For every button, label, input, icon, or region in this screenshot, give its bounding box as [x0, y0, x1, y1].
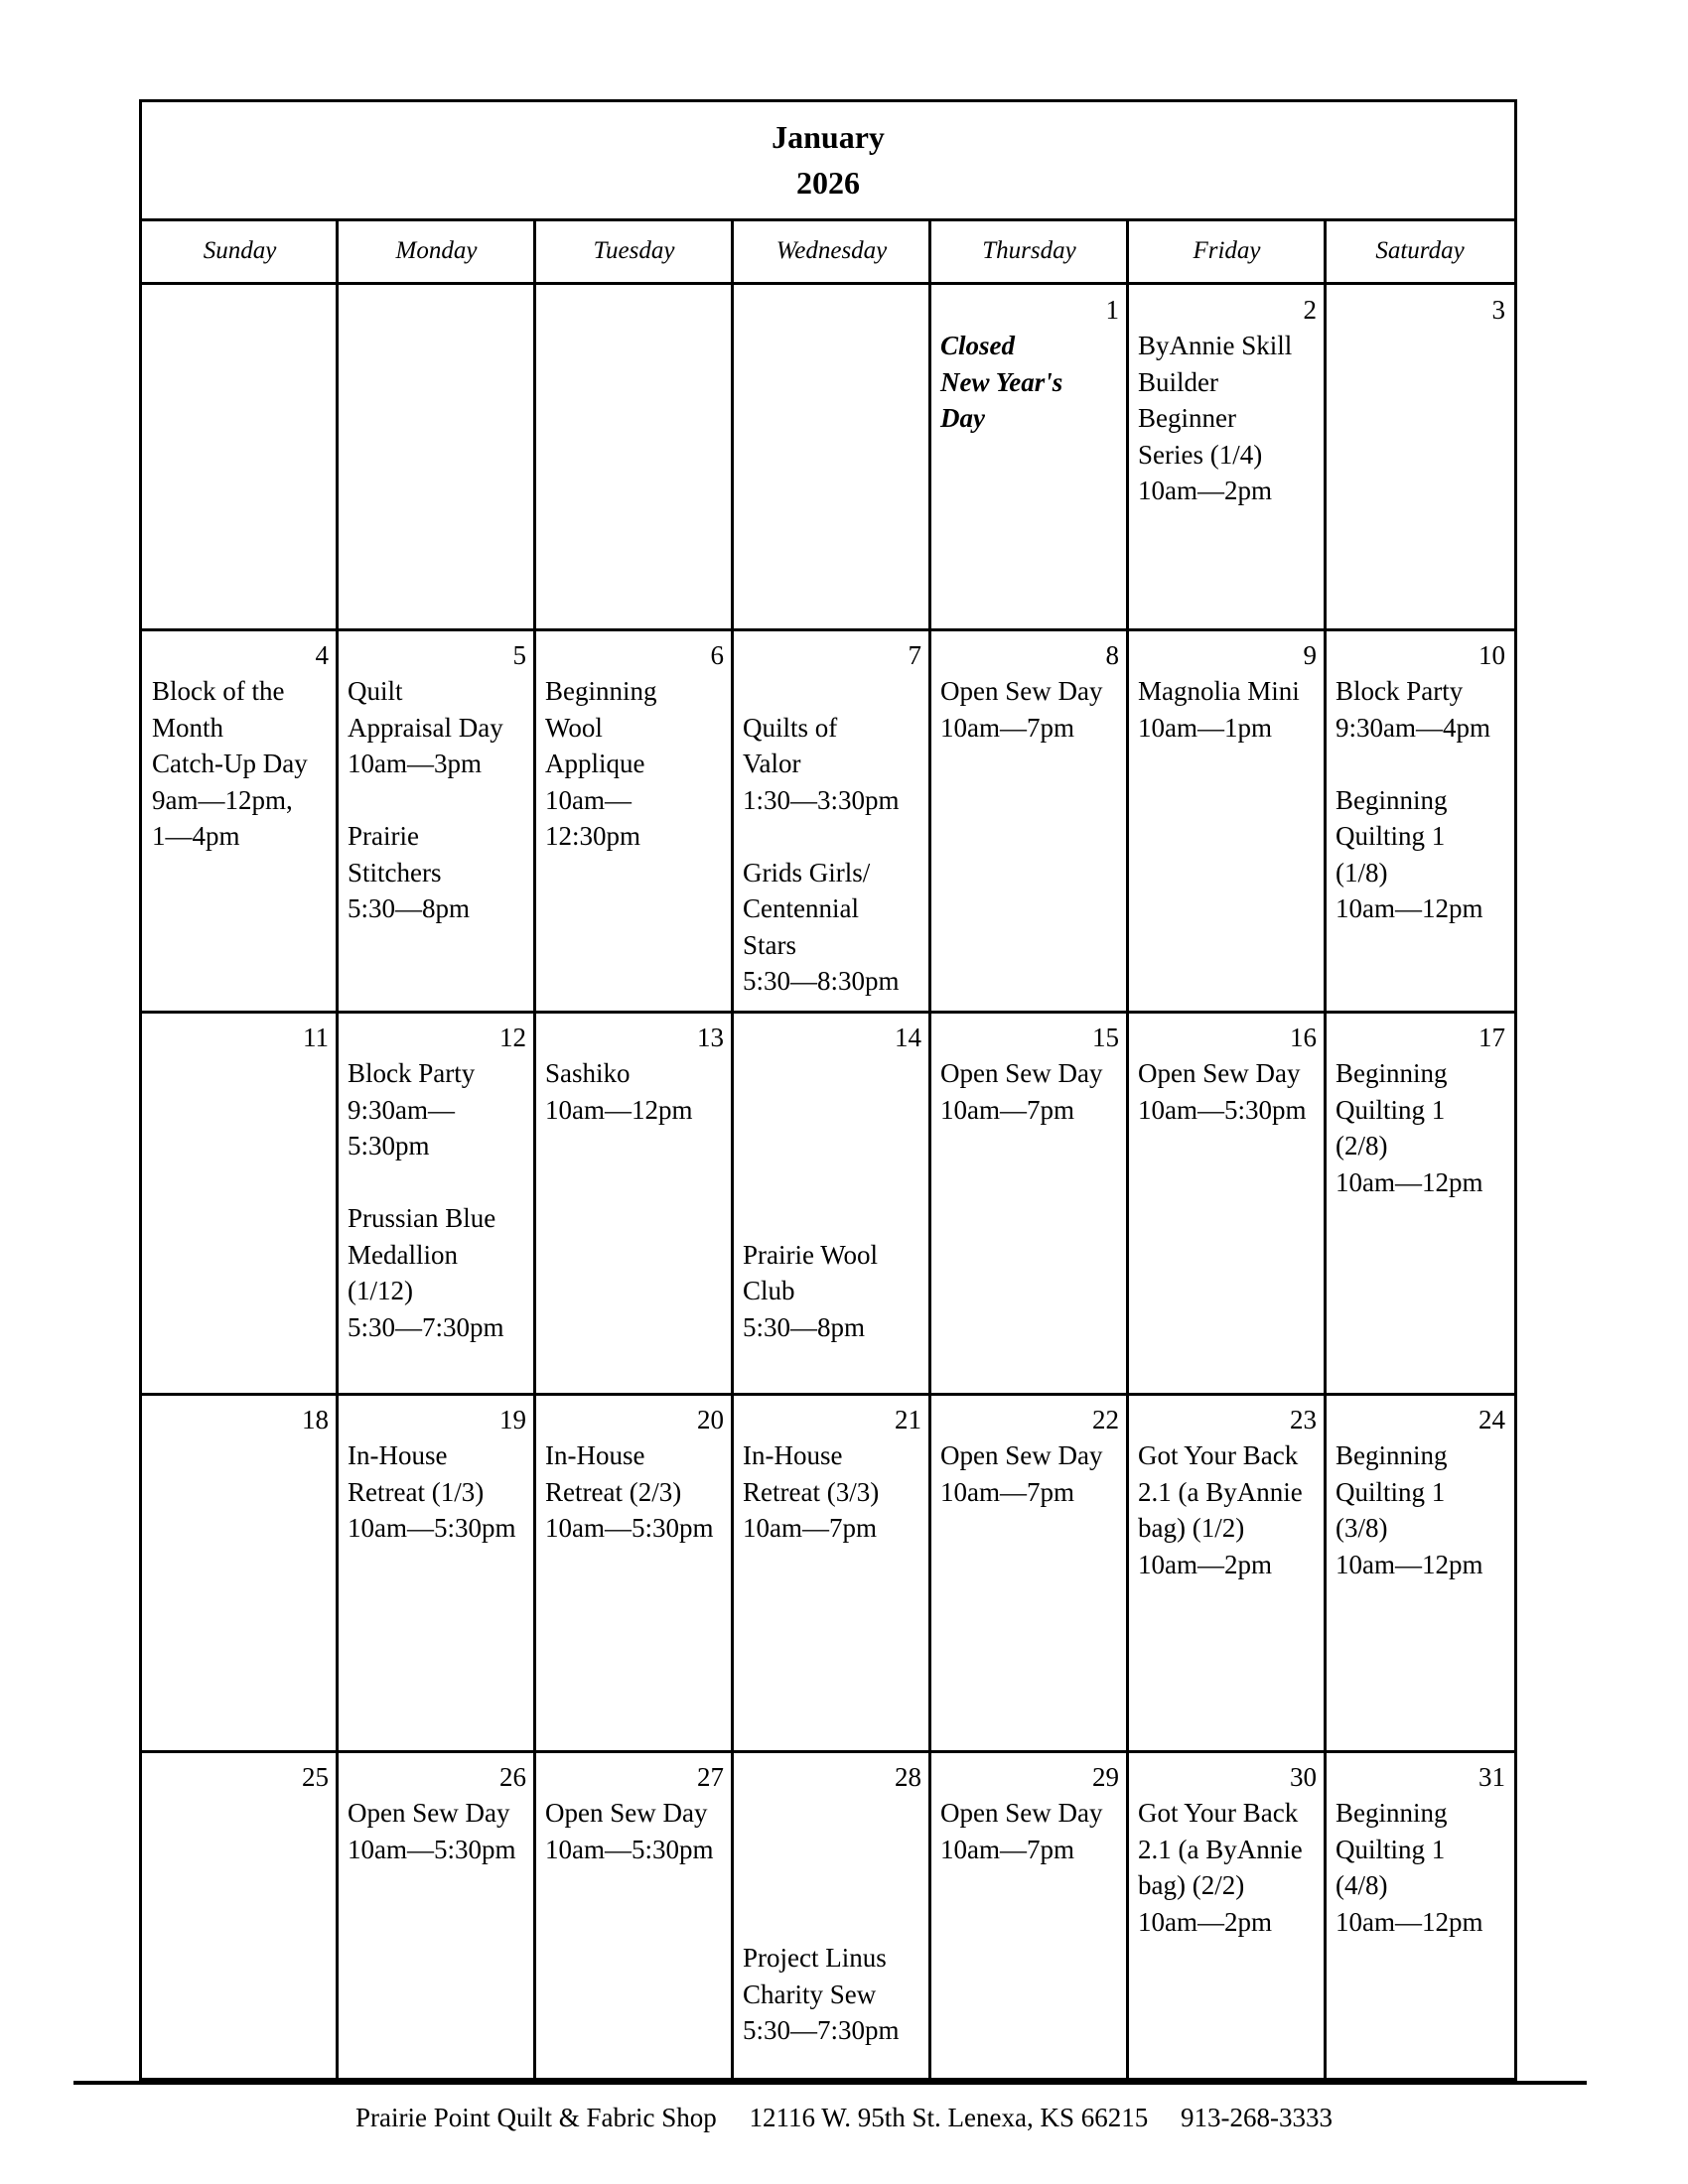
day-cell	[1129, 1753, 1325, 2077]
day-cell	[734, 1396, 929, 1751]
day-events: Open Sew Day 10am—7pm	[940, 1058, 1103, 1125]
day-events: Beginning Quilting 1 (2/8) 10am—12pm	[1336, 1058, 1483, 1197]
day-number: 1	[1105, 295, 1119, 325]
day-cell	[734, 286, 929, 629]
day-cell	[931, 1014, 1127, 1394]
day-cell	[734, 631, 929, 1012]
day-number: 29	[1092, 1762, 1119, 1792]
day-cell	[1327, 1014, 1513, 1394]
calendar-title	[142, 102, 1514, 221]
day-cell	[536, 286, 732, 629]
day-number: 24	[1478, 1405, 1505, 1434]
day-events: Got Your Back 2.1 (a ByAnnie bag) (1/2) 10am—2pm	[1138, 1440, 1303, 1579]
day-events: Block Party 9:30am— 5:30pm Prussian Blue Medallion (1/12) 5:30—7:30pm	[348, 1058, 504, 1342]
calendar-grid	[139, 99, 1517, 2081]
day-number: 25	[302, 1762, 329, 1792]
day-number: 9	[1303, 640, 1317, 670]
day-cell	[1129, 1396, 1325, 1751]
day-number: 4	[315, 640, 329, 670]
day-number: 21	[895, 1405, 921, 1434]
day-events: Open Sew Day 10am—7pm	[940, 1440, 1103, 1507]
day-cell	[339, 1753, 534, 2077]
day-events: In-House Retreat (3/3) 10am—7pm	[743, 1440, 880, 1543]
day-number: 19	[499, 1405, 526, 1434]
day-number: 28	[895, 1762, 921, 1792]
day-cell	[1327, 1396, 1513, 1751]
day-events: Quilts of Valor 1:30—3:30pm Grids Girls/ Centennial Stars 5:30—8:30pm	[743, 712, 900, 996]
month-label: January	[772, 119, 885, 155]
day-number: 12	[499, 1023, 526, 1052]
footer-rule	[73, 2081, 1587, 2085]
day-cell	[931, 1753, 1127, 2077]
day-events: In-House Retreat (2/3) 10am—5:30pm	[545, 1440, 714, 1543]
footer	[0, 2103, 1688, 2133]
day-cell	[1129, 1014, 1325, 1394]
day-events: Got Your Back 2.1 (a ByAnnie bag) (2/2) 10am—2pm	[1138, 1798, 1303, 1937]
day-events: Closed New Year's Day	[940, 331, 1063, 433]
shop-address: 12116 W. 95th St. Lenexa, KS 66215	[749, 2103, 1149, 2132]
day-cell	[143, 1753, 337, 2077]
day-number: 15	[1092, 1023, 1119, 1052]
day-cell	[536, 631, 732, 1012]
day-number: 14	[895, 1023, 921, 1052]
day-events: Beginning Wool Applique 10am— 12:30pm	[545, 676, 657, 851]
day-number: 8	[1105, 640, 1119, 670]
day-cell	[734, 1014, 929, 1394]
weekday-header-saturday: Saturday	[1326, 221, 1514, 285]
day-events: Open Sew Day 10am—7pm	[940, 676, 1103, 743]
day-cell	[734, 1753, 929, 2077]
day-number: 2	[1303, 295, 1317, 325]
day-events: Prairie Wool Club 5:30—8pm	[743, 1239, 879, 1342]
weekday-header-friday: Friday	[1128, 221, 1326, 285]
day-number: 10	[1478, 640, 1505, 670]
day-events: Open Sew Day 10am—5:30pm	[348, 1798, 516, 1864]
shop-phone: 913-268-3333	[1181, 2103, 1333, 2132]
day-cell	[1129, 631, 1325, 1012]
day-cell	[931, 1396, 1127, 1751]
weekday-header-monday: Monday	[338, 221, 535, 285]
day-events: Sashiko 10am—12pm	[545, 1058, 693, 1125]
day-events: Block Party 9:30am—4pm Beginning Quilting 1 (1/8) 10am—12pm	[1336, 676, 1490, 923]
day-events: In-House Retreat (1/3) 10am—5:30pm	[348, 1440, 516, 1543]
day-cell	[1327, 1753, 1513, 2077]
day-number: 23	[1290, 1405, 1317, 1434]
day-events: Beginning Quilting 1 (4/8) 10am—12pm	[1336, 1798, 1483, 1937]
day-events: Project Linus Charity Sew 5:30—7:30pm	[743, 1943, 900, 2045]
day-cell	[536, 1396, 732, 1751]
weekday-header-thursday: Thursday	[930, 221, 1128, 285]
day-number: 30	[1290, 1762, 1317, 1792]
day-cell	[931, 286, 1127, 629]
day-number: 20	[697, 1405, 724, 1434]
day-number: 31	[1478, 1762, 1505, 1792]
day-cell	[931, 631, 1127, 1012]
day-number: 13	[697, 1023, 724, 1052]
day-events: Open Sew Day 10am—5:30pm	[1138, 1058, 1307, 1125]
day-number: 27	[697, 1762, 724, 1792]
day-cell	[143, 1014, 337, 1394]
day-cell	[143, 631, 337, 1012]
day-number: 5	[512, 640, 526, 670]
day-number: 3	[1491, 295, 1505, 325]
day-events: Block of the Month Catch-Up Day 9am—12pm, 1—4pm	[152, 676, 308, 851]
year-label: 2026	[796, 165, 860, 201]
day-cell	[339, 631, 534, 1012]
day-number: 6	[710, 640, 724, 670]
day-cell	[339, 1396, 534, 1751]
day-number: 11	[303, 1023, 329, 1052]
day-events: Beginning Quilting 1 (3/8) 10am—12pm	[1336, 1440, 1483, 1579]
day-cell	[1327, 286, 1513, 629]
day-number: 7	[908, 640, 921, 670]
day-events: Magnolia Mini 10am—1pm	[1138, 676, 1300, 743]
day-cell	[339, 1014, 534, 1394]
day-events: Open Sew Day 10am—7pm	[940, 1798, 1103, 1864]
day-number: 18	[302, 1405, 329, 1434]
day-number: 22	[1092, 1405, 1119, 1434]
day-events: Quilt Appraisal Day 10am—3pm Prairie Stitchers 5:30—8pm	[348, 676, 503, 923]
day-cell	[143, 286, 337, 629]
day-events: ByAnnie Skill Builder Beginner Series (1/4) 10am—2pm	[1138, 331, 1293, 505]
day-cell	[339, 286, 534, 629]
day-cell	[536, 1753, 732, 2077]
day-cell	[143, 1396, 337, 1751]
weekday-header-sunday: Sunday	[142, 221, 338, 285]
shop-name: Prairie Point Quilt & Fabric Shop	[355, 2103, 717, 2132]
day-number: 26	[499, 1762, 526, 1792]
day-number: 16	[1290, 1023, 1317, 1052]
weekday-header-tuesday: Tuesday	[535, 221, 733, 285]
day-cell	[1129, 286, 1325, 629]
day-cell	[536, 1014, 732, 1394]
weekday-header-wednesday: Wednesday	[733, 221, 930, 285]
day-events: Open Sew Day 10am—5:30pm	[545, 1798, 714, 1864]
day-cell	[1327, 631, 1513, 1012]
day-number: 17	[1478, 1023, 1505, 1052]
